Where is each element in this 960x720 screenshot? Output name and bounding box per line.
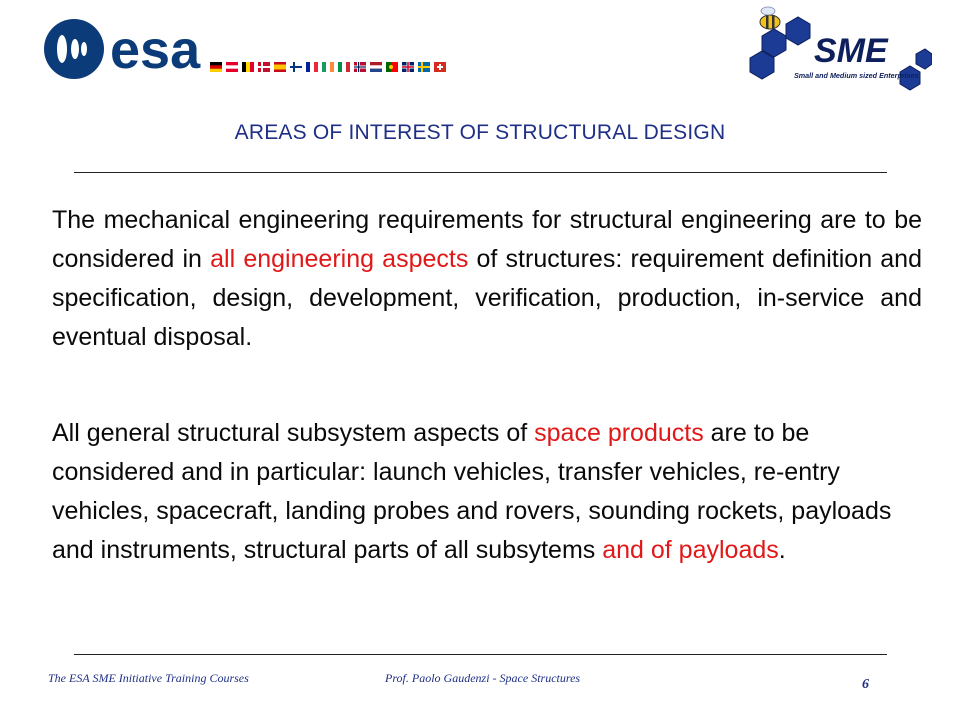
footer-divider xyxy=(74,654,887,655)
slide-title: AREAS OF INTEREST OF STRUCTURAL DESIGN xyxy=(234,121,726,144)
highlight-engineering-aspects: all engineering aspects xyxy=(210,245,469,273)
paragraph2-text-end: . xyxy=(778,536,786,564)
esa-logo xyxy=(40,16,520,86)
highlight-space-products: space products xyxy=(534,419,704,447)
svg-text:SME: SME xyxy=(814,32,888,70)
footer-author: Prof. Paolo Gaudenzi - Space Structures xyxy=(385,671,581,685)
paragraph2-text-middle: are to be considered and in particular: launch vehicles, transfer vehicles, re-entry vehicles, spacecraft, landing probes and rovers, sounding rockets, payloads and instruments, structural parts of all subsytems xyxy=(52,419,892,564)
highlight-and-of-payloads: and of payloads xyxy=(602,536,779,564)
paragraph2-text-start: All general structural subsystem aspects of xyxy=(52,419,535,447)
svg-text:esa: esa xyxy=(110,20,201,80)
member-flags xyxy=(210,62,446,72)
paragraph-engineering-aspects xyxy=(52,201,922,357)
bee-icon xyxy=(760,7,780,29)
footer-course-name: The ESA SME Initiative Training Courses xyxy=(48,671,249,685)
paragraph1-text-start: The mechanical engineering requirements for structural engineering are to be considered in xyxy=(52,206,922,273)
paragraph-space-products xyxy=(52,414,922,570)
sme-logo xyxy=(740,6,932,98)
svg-text:Small and Medium sized Enterpr: Small and Medium sized Enterprises xyxy=(794,71,919,80)
paragraph1-text-end: of structures: requirement definition and specification, design, development, verification, production, in-service and eventual disposal. xyxy=(52,245,922,351)
title-divider xyxy=(74,172,887,173)
page-number: 6 xyxy=(862,677,869,692)
